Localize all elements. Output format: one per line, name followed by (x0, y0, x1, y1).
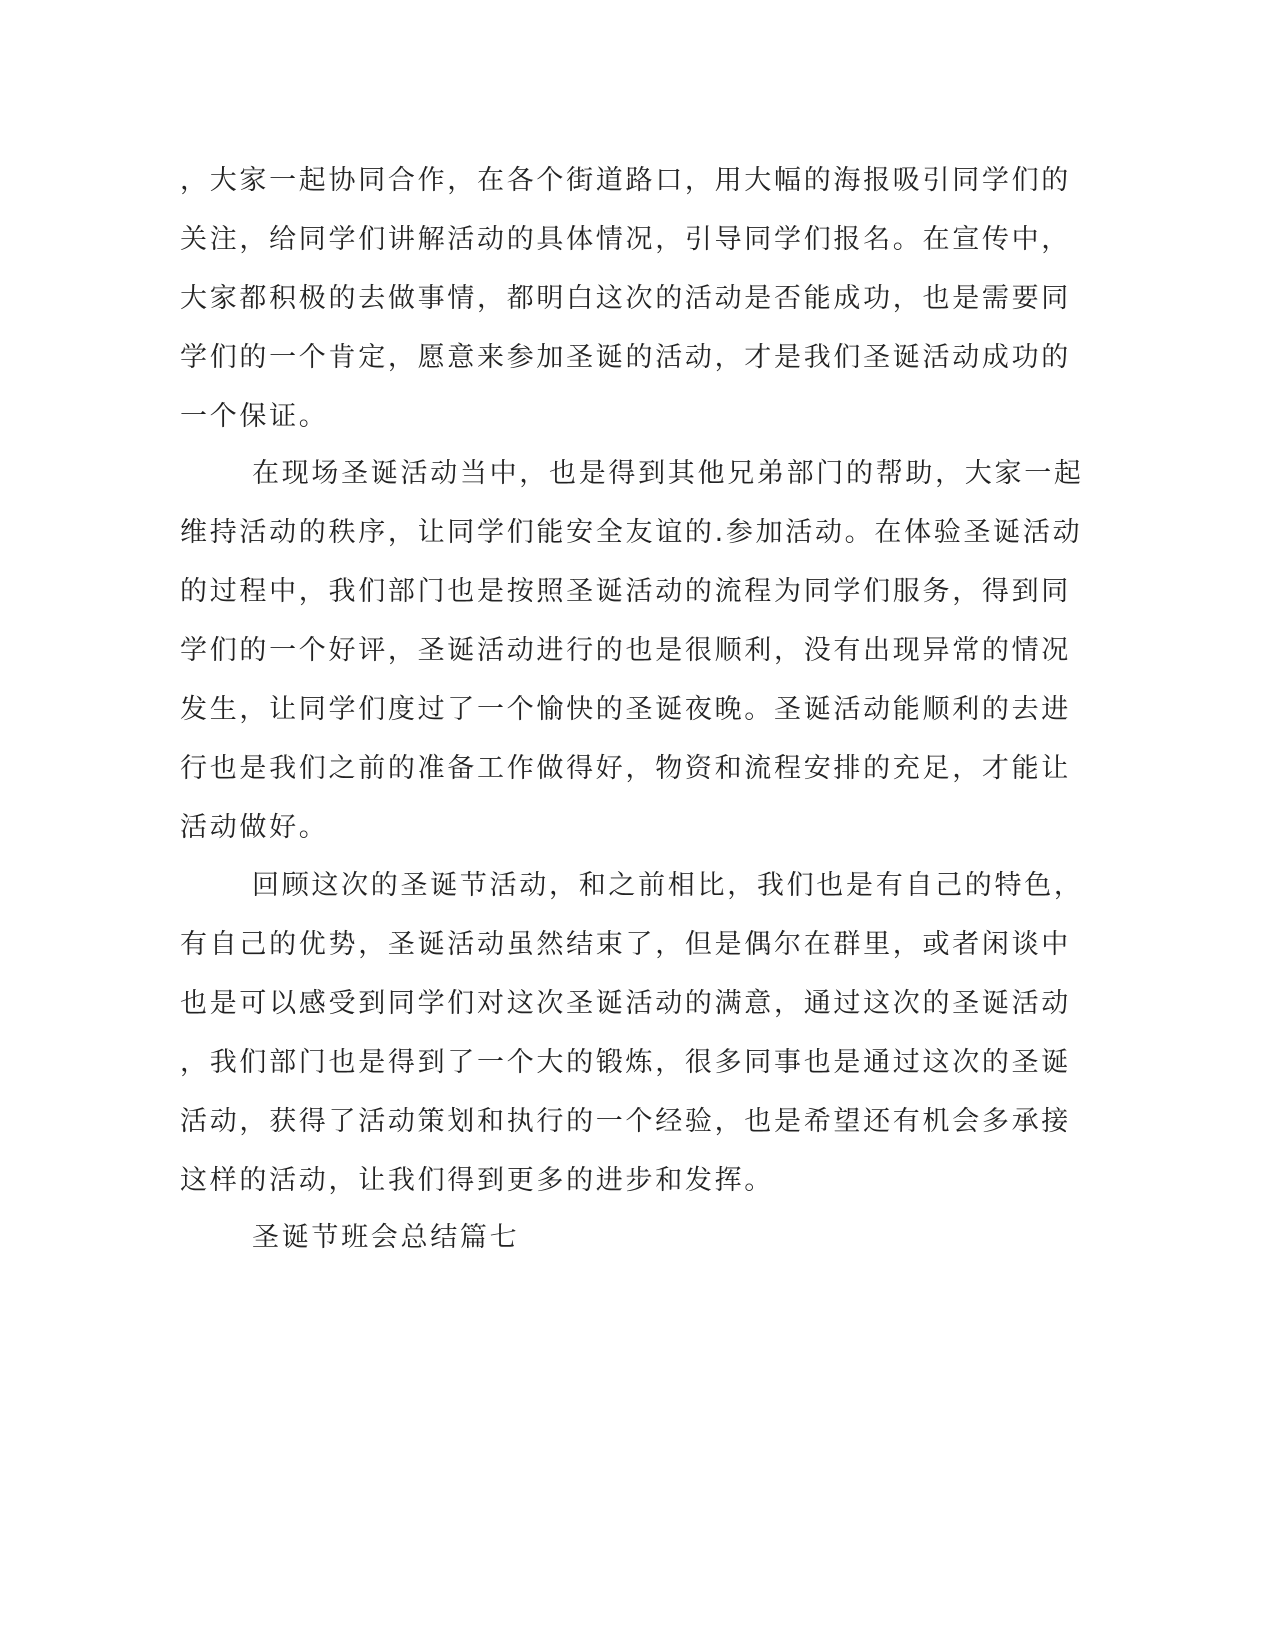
section-heading: 圣诞节班会总结篇七 (252, 1222, 520, 1253)
paragraph-1-line-4: 学们的一个肯定，愿意来参加圣诞的活动，才是我们圣诞活动成功的 (180, 342, 1071, 373)
paragraph-3-line-2: 有自己的优势，圣诞活动虽然结束了，但是偶尔在群里，或者闲谈中 (180, 929, 1071, 960)
paragraph-1-line-1: ，大家一起协同合作，在各个街道路口，用大幅的海报吸引同学们的 (180, 165, 1071, 196)
paragraph-2-line-6: 行也是我们之前的准备工作做得好，物资和流程安排的充足，才能让 (180, 753, 1071, 784)
paragraph-3-line-3: 也是可以感受到同学们对这次圣诞活动的满意，通过这次的圣诞活动 (180, 988, 1071, 1019)
paragraph-2-line-3: 的过程中，我们部门也是按照圣诞活动的流程为同学们服务，得到同 (180, 576, 1071, 607)
paragraph-2-line-7: 活动做好。 (180, 812, 329, 843)
paragraph-3-line-6: 这样的活动，让我们得到更多的进步和发挥。 (180, 1165, 774, 1196)
paragraph-3-line-5: 活动，获得了活动策划和执行的一个经验，也是希望还有机会多承接 (180, 1106, 1071, 1137)
paragraph-2-line-1: 在现场圣诞活动当中，也是得到其他兄弟部门的帮助，大家一起 (252, 458, 1084, 489)
paragraph-3-line-1: 回顾这次的圣诞节活动，和之前相比，我们也是有自己的特色， (252, 870, 1084, 901)
paragraph-2-line-4: 学们的一个好评，圣诞活动进行的也是很顺利，没有出现异常的情况 (180, 635, 1071, 666)
paragraph-2-line-2: 维持活动的秩序，让同学们能安全友谊的.参加活动。在体验圣诞活动 (180, 517, 1083, 548)
paragraph-2-line-5: 发生，让同学们度过了一个愉快的圣诞夜晚。圣诞活动能顺利的去进 (180, 694, 1071, 725)
paragraph-1-line-3: 大家都积极的去做事情，都明白这次的活动是否能成功，也是需要同 (180, 283, 1071, 314)
paragraph-1-line-5: 一个保证。 (180, 401, 329, 432)
paragraph-1-line-2: 关注，给同学们讲解活动的具体情况，引导同学们报名。在宣传中， (180, 224, 1071, 255)
paragraph-3-line-4: ，我们部门也是得到了一个大的锻炼，很多同事也是通过这次的圣诞 (180, 1047, 1071, 1078)
